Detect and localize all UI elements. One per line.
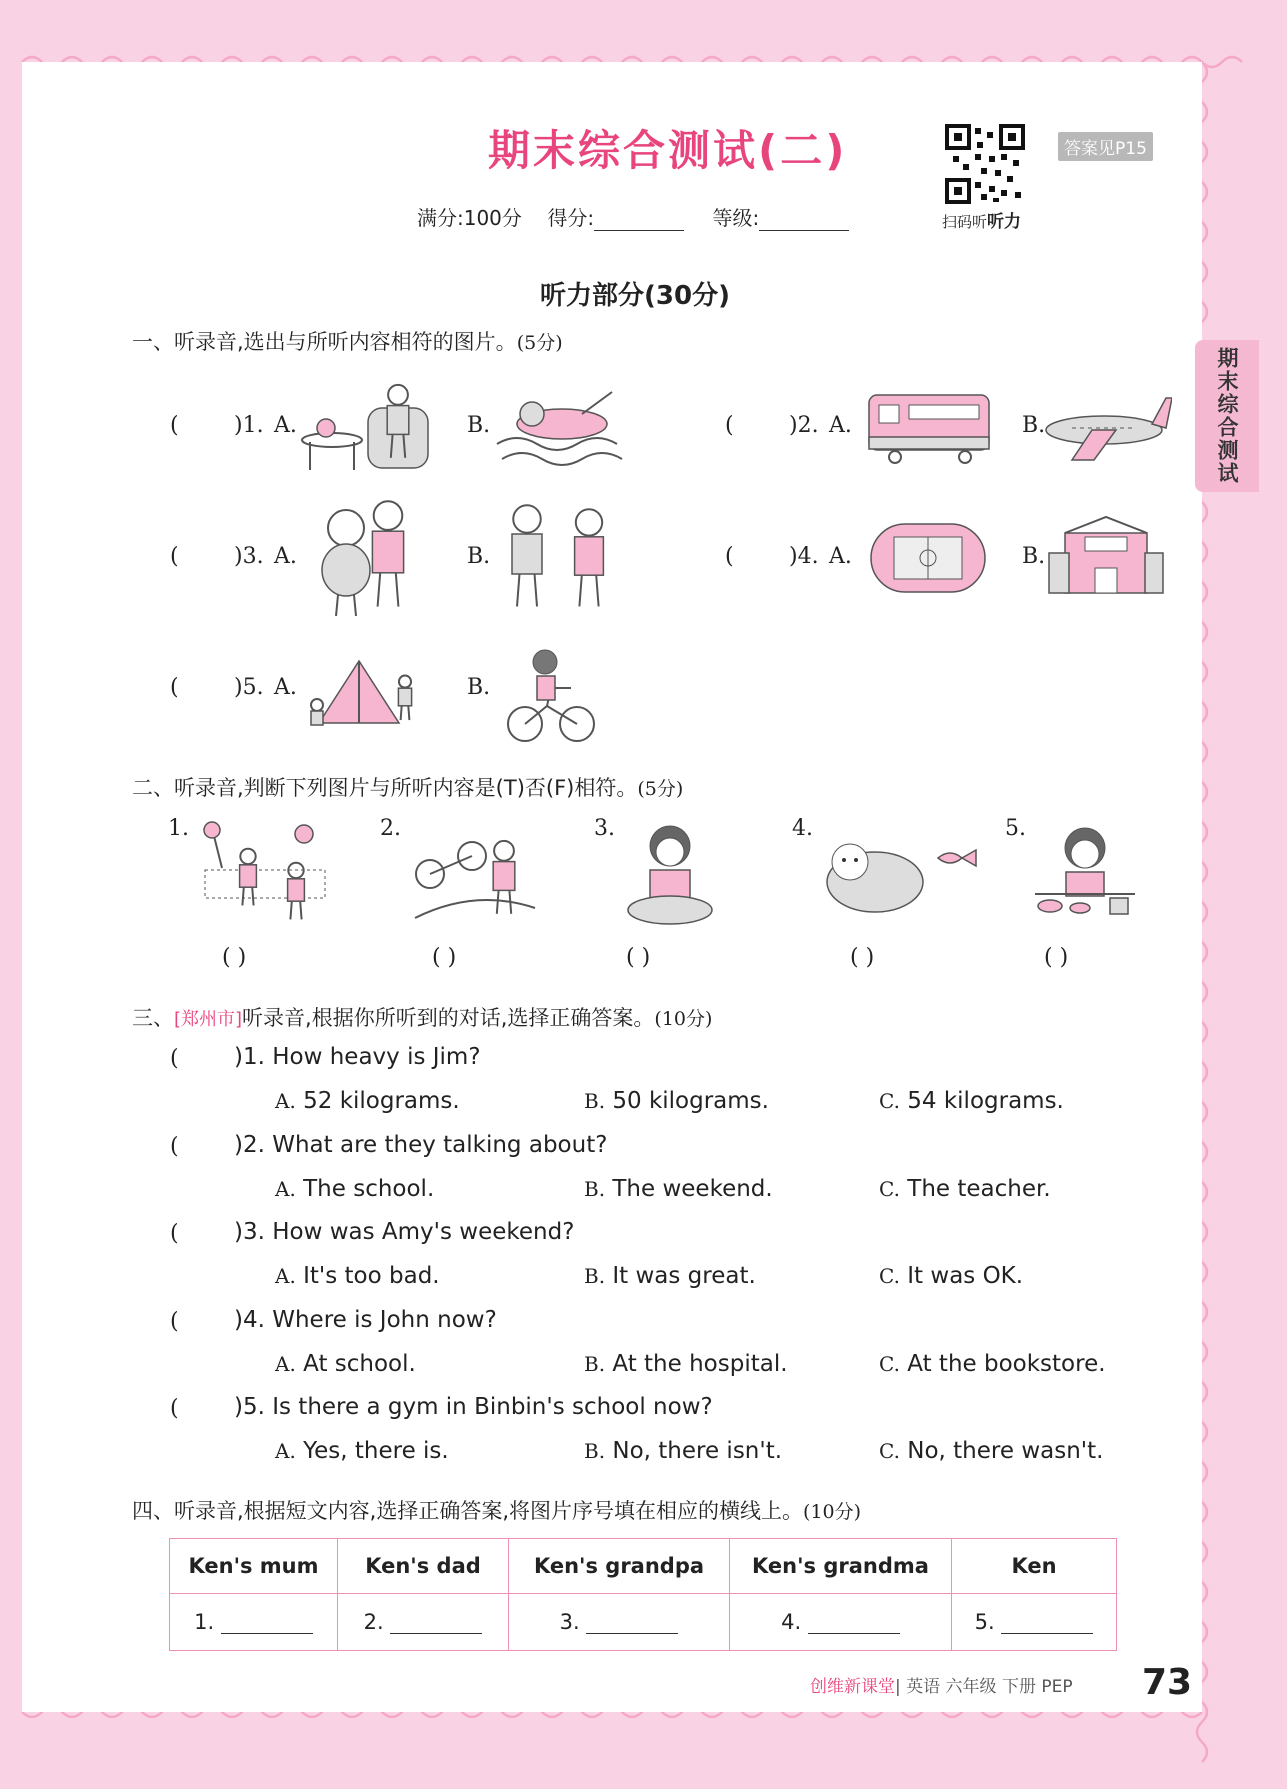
table-header: Ken's dad xyxy=(338,1539,509,1594)
polar-bear-picture xyxy=(820,838,980,918)
listening-section-title: 听力部分(30分) xyxy=(540,281,730,311)
option-a[interactable] xyxy=(275,1088,460,1114)
option-letter: C. xyxy=(879,1264,900,1288)
option-c[interactable] xyxy=(879,1351,1106,1377)
item-number: )1. xyxy=(234,413,264,438)
mc-answer-paren[interactable]: ( xyxy=(170,1308,179,1334)
answer-paren-open[interactable]: ( xyxy=(725,413,734,438)
table-header: Ken's grandma xyxy=(730,1539,952,1594)
option-text: 50 kilograms. xyxy=(612,1088,769,1114)
item-number: )4. xyxy=(789,544,819,569)
question-text: )5. Is there a gym in Binbin's school now? xyxy=(234,1394,713,1420)
option-a[interactable] xyxy=(275,1351,416,1377)
answer-blank[interactable] xyxy=(1001,1611,1093,1634)
option-text: The teacher. xyxy=(907,1175,1051,1202)
option-letter: C. xyxy=(879,1439,900,1463)
option-text: At the bookstore. xyxy=(907,1350,1106,1377)
option-c[interactable] xyxy=(879,1263,1023,1289)
question-text: )4. Where is John now? xyxy=(234,1306,497,1333)
question-text: )3. How was Amy's weekend? xyxy=(234,1219,575,1245)
bookstore-picture xyxy=(1045,513,1167,599)
balloon-girls-picture xyxy=(200,818,330,926)
option-letter: C. xyxy=(879,1351,900,1376)
option-a[interactable] xyxy=(275,1438,449,1464)
tea-sofa-picture xyxy=(298,378,438,476)
train-picture xyxy=(865,385,995,467)
city-tag: [郑州市] xyxy=(174,1009,243,1030)
option-letter: A. xyxy=(275,1439,296,1463)
table-header: Ken's grandpa xyxy=(509,1539,730,1594)
option-text: The school. xyxy=(303,1175,435,1202)
two-boys-picture xyxy=(497,500,612,618)
grade-label: 等级: xyxy=(712,206,760,230)
girl-bowl-picture xyxy=(620,818,720,928)
option-letter: A. xyxy=(275,1176,296,1201)
mc-answer-paren[interactable]: ( xyxy=(170,1046,179,1071)
option-letter: C. xyxy=(879,1089,900,1113)
answer-paren-open[interactable]: ( xyxy=(170,413,179,438)
option-text: 54 kilograms. xyxy=(907,1088,1064,1114)
tf-answer-paren[interactable]: ( ) xyxy=(1044,945,1069,970)
option-letter: B. xyxy=(584,1089,606,1113)
mc-answer-paren[interactable]: ( xyxy=(170,1133,179,1159)
table-cell: 2. xyxy=(338,1594,509,1651)
answer-reference-badge: 答案见P15 xyxy=(1058,132,1153,161)
option-a[interactable] xyxy=(275,1263,440,1289)
option-b-label: B. xyxy=(467,413,491,438)
option-letter: B. xyxy=(584,1176,606,1201)
question-text: )1. How heavy is Jim? xyxy=(234,1044,481,1070)
item-number: 5. xyxy=(1005,816,1026,841)
option-text: At school. xyxy=(303,1350,416,1377)
answer-blank[interactable] xyxy=(221,1611,313,1634)
option-b-label: B. xyxy=(467,675,491,700)
option-text: No, there wasn't. xyxy=(907,1438,1104,1464)
option-a-label: A. xyxy=(274,413,297,438)
tf-answer-paren[interactable]: ( ) xyxy=(626,945,651,970)
option-text: It's too bad. xyxy=(303,1263,440,1289)
item-number: 4. xyxy=(792,816,813,841)
plane-picture xyxy=(1042,388,1172,464)
option-b[interactable] xyxy=(584,1088,769,1114)
option-letter: C. xyxy=(879,1176,900,1201)
part2-heading: 二、听录音,判断下列图片与所听内容是(T)否(F)相符。(5分) xyxy=(132,776,684,800)
item-number: 2. xyxy=(380,816,401,841)
option-text: 52 kilograms. xyxy=(303,1088,460,1114)
footer-brand: 创维新课堂| 英语 六年级 下册 PEP xyxy=(810,1677,1073,1697)
swimming-picture xyxy=(492,384,632,470)
option-text: No, there isn't. xyxy=(612,1438,783,1464)
item-number: 3. xyxy=(594,816,615,841)
qr-code-icon[interactable] xyxy=(945,124,1025,204)
option-b-label: B. xyxy=(467,544,491,569)
boy-eating-picture xyxy=(1030,820,1140,924)
table-cell: 1. xyxy=(170,1594,338,1651)
item-number: )2. xyxy=(789,413,819,438)
qr-caption: 扫码听听力 xyxy=(942,212,1022,232)
score-blank[interactable] xyxy=(594,208,684,231)
option-b[interactable] xyxy=(584,1438,782,1464)
option-letter: B. xyxy=(584,1439,606,1463)
option-c[interactable] xyxy=(879,1088,1064,1114)
option-c[interactable] xyxy=(879,1176,1051,1202)
part1-heading: 一、听录音,选出与所听内容相符的图片。(5分) xyxy=(132,330,563,354)
option-letter: A. xyxy=(275,1089,296,1113)
option-b[interactable] xyxy=(584,1351,788,1377)
grade-blank[interactable] xyxy=(759,208,849,231)
stadium-picture xyxy=(868,519,988,597)
option-b-label: B. xyxy=(1022,544,1046,569)
option-b[interactable] xyxy=(584,1263,756,1289)
option-text: It was great. xyxy=(612,1263,756,1289)
tf-answer-paren[interactable]: ( ) xyxy=(432,945,457,970)
fat-boy-thin-girl-picture xyxy=(318,500,408,618)
item-number: )3. xyxy=(234,544,264,569)
part4-heading: 四、听录音,根据短文内容,选择正确答案,将图片序号填在相应的横线上。(10分) xyxy=(132,1499,862,1523)
table-header: Ken xyxy=(952,1539,1117,1594)
answer-paren-open[interactable]: ( xyxy=(170,675,179,700)
table-cell: 5. xyxy=(952,1594,1117,1651)
option-b[interactable] xyxy=(584,1176,773,1202)
option-c[interactable] xyxy=(879,1438,1103,1464)
bike-fall-picture xyxy=(410,822,540,926)
mc-answer-paren[interactable]: ( xyxy=(170,1221,179,1246)
tent-picture xyxy=(309,655,419,727)
answer-paren-open[interactable]: ( xyxy=(725,544,734,569)
side-chapter-tab[interactable]: 期末综合测试 xyxy=(1195,340,1259,492)
question-text: )2. What are they talking about? xyxy=(234,1131,608,1158)
full-score: 满分:100分 xyxy=(417,206,522,230)
score-line xyxy=(417,202,871,231)
table-cell: 3. xyxy=(509,1594,730,1651)
item-number: 1. xyxy=(168,816,189,841)
option-letter: B. xyxy=(584,1264,606,1288)
bike-picture xyxy=(505,648,595,744)
table-cell: 4. xyxy=(730,1594,952,1651)
option-a[interactable] xyxy=(275,1176,434,1202)
option-text: The weekend. xyxy=(612,1175,773,1202)
part3-heading: 三、[郑州市]听录音,根据你所听到的对话,选择正确答案。(10分) xyxy=(132,1006,713,1030)
option-text: At the hospital. xyxy=(612,1350,788,1377)
table-header: Ken's mum xyxy=(170,1539,338,1594)
option-text: It was OK. xyxy=(907,1263,1024,1289)
answer-paren-open[interactable]: ( xyxy=(170,544,179,569)
page-title: 期末综合测试(二) xyxy=(488,126,848,175)
option-a-label: A. xyxy=(829,544,852,569)
answer-blank[interactable] xyxy=(808,1611,900,1634)
option-text: Yes, there is. xyxy=(303,1438,449,1464)
mc-answer-paren[interactable]: ( xyxy=(170,1396,179,1421)
option-a-label: A. xyxy=(274,544,297,569)
page-number: 73 xyxy=(1142,1662,1193,1703)
option-b-label: B. xyxy=(1022,413,1046,438)
item-number: )5. xyxy=(234,675,264,700)
tf-answer-paren[interactable]: ( ) xyxy=(222,945,247,970)
option-a-label: A. xyxy=(829,413,852,438)
option-letter: B. xyxy=(584,1351,606,1376)
option-letter: A. xyxy=(275,1264,296,1288)
option-letter: A. xyxy=(275,1351,296,1376)
family-answer-table xyxy=(169,1538,1117,1651)
option-a-label: A. xyxy=(274,675,297,700)
answer-blank[interactable] xyxy=(390,1611,482,1634)
answer-blank[interactable] xyxy=(586,1611,678,1634)
tf-answer-paren[interactable]: ( ) xyxy=(850,945,875,970)
score-label: 得分: xyxy=(547,206,595,230)
